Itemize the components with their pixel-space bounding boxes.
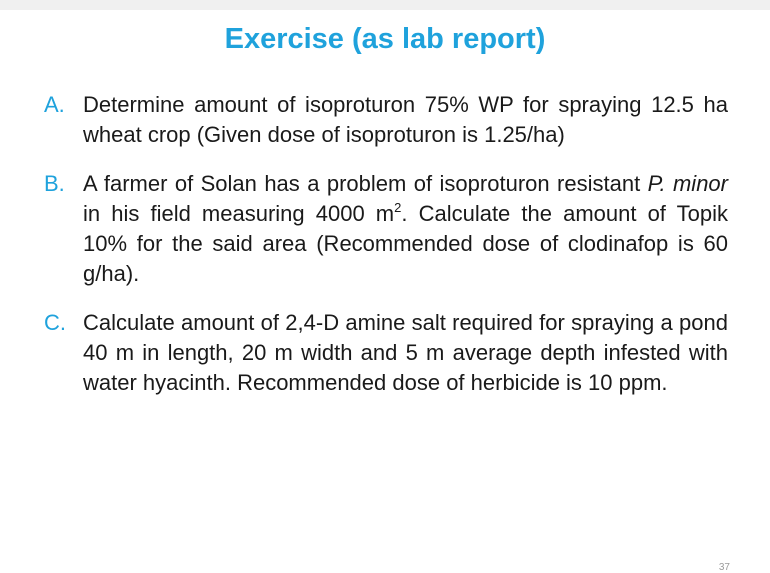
exercise-item-a xyxy=(44,90,728,150)
species-name: P. minor xyxy=(647,171,728,196)
item-text-part: in his field measuring 4000 m xyxy=(83,201,395,226)
page-number: 37 xyxy=(718,562,730,573)
item-text: Determine amount of isoproturon 75% WP for spraying 12.5 ha wheat crop (Given dose of isoproturon is 1.25/ha) xyxy=(83,92,728,147)
item-marker: A. xyxy=(44,92,65,117)
top-divider xyxy=(0,0,770,10)
item-text-part: . Calculate the amount of Topik 10% for the said area (Recommended dose of clodinafop is 60 g/ha). xyxy=(83,201,728,286)
exercise-item-b xyxy=(44,169,728,289)
slide-title: Exercise (as lab report) xyxy=(224,23,546,55)
superscript: 2 xyxy=(394,200,402,215)
item-marker: B. xyxy=(44,171,65,196)
item-text xyxy=(83,169,728,289)
item-marker: C. xyxy=(44,310,66,335)
exercise-list xyxy=(44,90,728,398)
item-text-part: A farmer of Solan has a problem of isoproturon resistant xyxy=(83,171,648,196)
exercise-item-c xyxy=(44,308,728,398)
item-text: Calculate amount of 2,4-D amine salt required for spraying a pond 40 m in length, 20 m width and 5 m average depth infested with water hyacinth. Recommended dose of herbicide is 10 ppm. xyxy=(83,310,728,395)
